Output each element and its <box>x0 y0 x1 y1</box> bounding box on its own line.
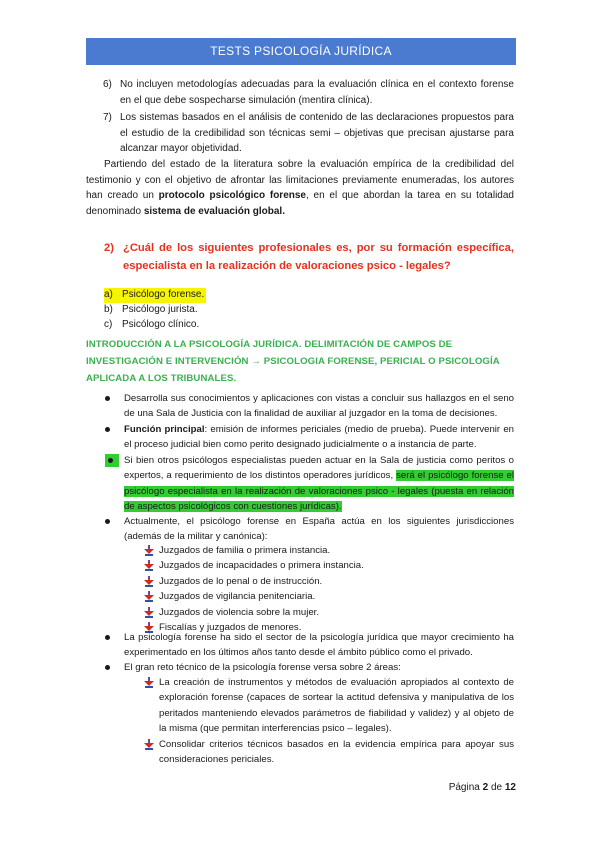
court-text: Juzgados de lo penal o de instrucción. <box>159 575 323 587</box>
list-item-number: 7) <box>103 112 112 124</box>
option-letter: b) <box>104 304 113 315</box>
section-heading-line: INTRODUCCIÓN A LA PSICOLOGÍA JURÍDICA. DELIMITACIÓN DE CAMPOS DE <box>86 339 453 350</box>
bullet-dot-icon <box>105 635 110 640</box>
court-text: Juzgados de vigilancia penitenciaria. <box>159 591 316 603</box>
areas-list <box>144 675 514 767</box>
bullet-item <box>124 453 514 515</box>
bullet-text: La psicología forense ha sido el sector de la psicología jurídica que mayor crecimiento ha experimentado en los últimos años tanto desde el ámbito público como el privado. <box>124 632 514 659</box>
page-header-title: TESTS PSICOLOGÍA JURÍDICA <box>210 44 392 58</box>
court-item <box>144 574 364 589</box>
question-number: 2) <box>104 242 114 254</box>
arrow-bullet-icon <box>144 607 154 618</box>
court-list <box>144 543 364 635</box>
bullet-dot-icon <box>105 519 110 524</box>
bullet-dot-icon <box>105 427 110 432</box>
area-text: Consolidar criterios técnicos basados en la evidencia empírica para apoyar sus consideraciones periciales. <box>159 738 514 766</box>
court-text: Juzgados de violencia sobre la mujer. <box>159 606 319 618</box>
arrow-bullet-icon <box>144 677 154 688</box>
bullet-dot-icon <box>105 665 110 670</box>
intro-bold-protocol: protocolo psicológico forense <box>158 190 306 202</box>
bullet-bold-text: Función principal <box>124 424 205 435</box>
bullet-text: Desarrolla sus conocimientos y aplicaciones con vistas a concluir sus hallazgos en el seno de una Sala de Justicia con la finalidad de auxiliar al juzgador en la toma de decisiones. <box>124 393 514 420</box>
intro-text: , en el que abordan la tarea en su totalidad denominado <box>86 190 514 217</box>
option-text: Psicólogo clínico. <box>122 319 200 330</box>
option-text: Psicólogo jurista. <box>122 304 198 315</box>
intro-bold-system: sistema de evaluación global. <box>143 205 285 217</box>
section-heading <box>86 336 514 387</box>
court-item <box>144 543 364 558</box>
section-heading-line: INVESTIGACIÓN E INTERVENCIÓN → PSICOLOGIA FORENSE, PERICIAL O PSICOLOGÍA <box>86 356 500 367</box>
page-header <box>86 38 516 65</box>
area-item <box>144 737 514 768</box>
court-text: Juzgados de incapacidades o primera instancia. <box>159 560 364 572</box>
list-item <box>0 77 514 108</box>
question-text: ¿Cuál de los siguientes profesionales es, por su formación específica, especialista en la realización de valoraciones psico - legales? <box>123 242 514 272</box>
option-text: Psicólogo forense. <box>122 289 205 300</box>
page-footer <box>430 782 516 793</box>
court-item <box>144 605 364 620</box>
bullet-text: Actualmente, el psicólogo forense en España actúa en los siguientes jurisdicciones (además de la militar y canónica): <box>124 516 514 543</box>
answer-option-c <box>104 318 199 333</box>
list-item <box>0 110 514 157</box>
numbered-list <box>0 77 599 157</box>
court-text: Fiscalías y juzgados de menores. <box>159 622 302 634</box>
answer-option-a <box>104 288 206 303</box>
bullet-item <box>124 422 514 453</box>
bullet-item <box>124 514 514 545</box>
court-item <box>144 558 364 573</box>
bullet-item <box>124 630 514 661</box>
bullet-item <box>124 391 514 422</box>
list-item-text: Los sistemas basados en el análisis de contenido de las declaraciones propuestos para el estudio de la credibilidad son técnicas semi – objetivas que precisan ajustarse para alcanzar mayor objetividad. <box>120 112 514 155</box>
intro-paragraph <box>86 157 514 219</box>
court-item <box>144 589 364 604</box>
answer-option-b <box>104 303 198 318</box>
arrow-bullet-icon <box>144 560 154 571</box>
list-item-number: 6) <box>103 79 112 90</box>
footer-total-pages: 12 <box>504 782 516 793</box>
bullet-text: El gran reto técnico de la psicología forense versa sobre 2 áreas: <box>124 662 401 673</box>
section-heading-line: APLICADA A LOS TRIBUNALES. <box>86 373 237 384</box>
footer-separator: de <box>488 782 505 793</box>
area-item <box>144 675 514 737</box>
bullet-dot-icon <box>105 396 110 401</box>
bullet-text: Si bien otros psicólogos especialistas pueden actuar en la Sala de justicia como peritos o expertos, a requerimiento de los distintos operadores jurídicos, <box>124 455 514 482</box>
arrow-bullet-icon <box>144 591 154 602</box>
arrow-bullet-icon <box>144 545 154 556</box>
option-letter: a) <box>104 289 113 300</box>
option-letter: c) <box>104 319 113 330</box>
arrow-bullet-icon <box>144 739 154 750</box>
intro-text: Partiendo del estado de la literatura sobre la evaluación empírica de la credibilidad del testimonio y con el objetivo de afrontar las limitaciones previamente enumeradas, los autores han creado un <box>86 159 514 202</box>
bullet-item <box>124 660 514 675</box>
bullet-dot-icon <box>108 458 113 463</box>
question-title <box>0 239 599 279</box>
list-item-text: No incluyen metodologías adecuadas para la evaluación clínica en el contexto forense en el que debe sospecharse simulación (mentira clínica). <box>120 79 514 106</box>
footer-current-page: 2 <box>482 782 489 793</box>
footer-prefix: Página <box>448 782 483 793</box>
area-text: La creación de instrumentos y métodos de evaluación apropiados al contexto de exploración forense (capaces de sortear la actitud defensiva y manipulativa de los peritados manteniendo elevados parámetros de fiabilidad y validez) y al objeto de la misma (que permitan interferencias psico – legales). <box>159 677 514 735</box>
bullet-text: : emisión de informes periciales (medio de prueba). Puede intervenir en el proceso judicial bien como perito designado judicialmente o a instancia de parte. <box>124 424 515 451</box>
bullet-highlighted-text: será el psicólogo forense el psicólogo especialista en la realización de valoraciones psico - legales (puesta en relación de aspectos psicológicos con cuestiones jurídicas). <box>124 470 514 513</box>
court-text: Juzgados de familia o primera instancia. <box>159 545 331 556</box>
arrow-bullet-icon <box>144 576 154 587</box>
